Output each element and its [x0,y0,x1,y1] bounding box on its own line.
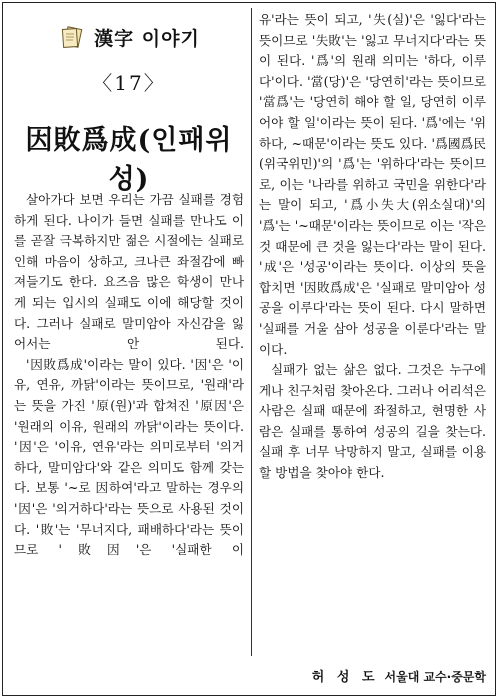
right-column [259,10,486,484]
series-header [14,24,244,51]
article-heading [14,24,244,196]
episode-number: 〈17〉 [92,71,166,95]
column-divider [251,8,252,656]
author-byline [312,666,486,685]
body-paragraph: 살아가다 보면 우리는 가끔 실패를 경험하게 된다. 나이가 들면 실패를 만나도 이를 곧잘 극복하지만 젊은 시절에는 실패로 인해 마음이 상하고, 크나큰 좌절감에 빠져들기도 한다. 요즈음 많은 학생이 만나게 되는 입시의 실패도 이에 해당할 것이다. 그러나 실패로 말미암아 자신감을 잃어서는 안 된다. [14,192,244,352]
series-title: 漢字 이야기 [94,28,200,50]
left-column [14,190,244,561]
body-paragraph: 실패가 없는 삶은 없다. 그것은 누구에게나 친구처럼 찾아온다. 그러나 어리석은 사람은 실패 때문에 좌절하고, 현명한 사람은 실패를 통하여 성공의 길을 찾는다. 실패 후 너무 낙망하지 말고, 실패를 이용할 방법을 찾아야 한다. [259,362,486,481]
scroll-pages-icon [58,25,84,51]
article-headline: 因敗爲成(인패위성) [25,125,233,195]
author-name: 허 성 도 [311,670,379,685]
author-affiliation: 서울대 교수·중문학 [384,670,486,684]
body-paragraph: 유'라는 뜻이 되고, '失(실)'은 '잃다'라는 뜻이므로 '失敗'는 '잃고 무너지다'라는 뜻이 된다. '爲'의 원래 의미는 '하다, 이루다'이다. '當(당)'은 '당연히'라는 뜻이므로 '當爲'는 '당연히 해야 할 일, 당연히 이루어야 할 일'이라는 뜻이 된다. '爲'에는 '위하다, ~때문'이라는 뜻도 있다. '爲國爲民(위국위민)'의 '爲'는 '위하다'라는 뜻이므로, 이는 '나라를 위하고 국민을 위한다'라는 말이 되고, '爲小失大(위소실대)'의 '爲'는 '~때문'이라는 뜻이므로 이는 '작은 것 때문에 큰 것을 잃는다'라는 말이 된다. '成'은 '성공'이라는 뜻이다. 이상의 뜻을 합치면 '因敗爲成'은 '실패로 말미암아 성공을 이루다'라는 뜻이 된다. 다시 말하면 '실패를 거울 삼아 성공을 이룬다'라는 말이다. [259,12,486,357]
body-paragraph: '因敗爲成'이라는 말이 있다. '因'은 '이유, 연유, 까닭'이라는 뜻이므로, '원래'라는 뜻을 가진 '原(원)'과 합쳐진 '原因'은 '원래의 이유, 원래의 까닭'이라는 뜻이다. '因'은 '이유, 연유'라는 의미로부터 '의거하다, 말미암다'와 같은 의미도 함께 갖는다. 보통 '~로 因하여'라고 말하는 경우의 '因'은 '의거하다'라는 뜻으로 사용된 것이다. '敗'는 '무너지다, 패배하다'라는 뜻이므로 '敗因'은 '실패한 이 [14,356,244,558]
